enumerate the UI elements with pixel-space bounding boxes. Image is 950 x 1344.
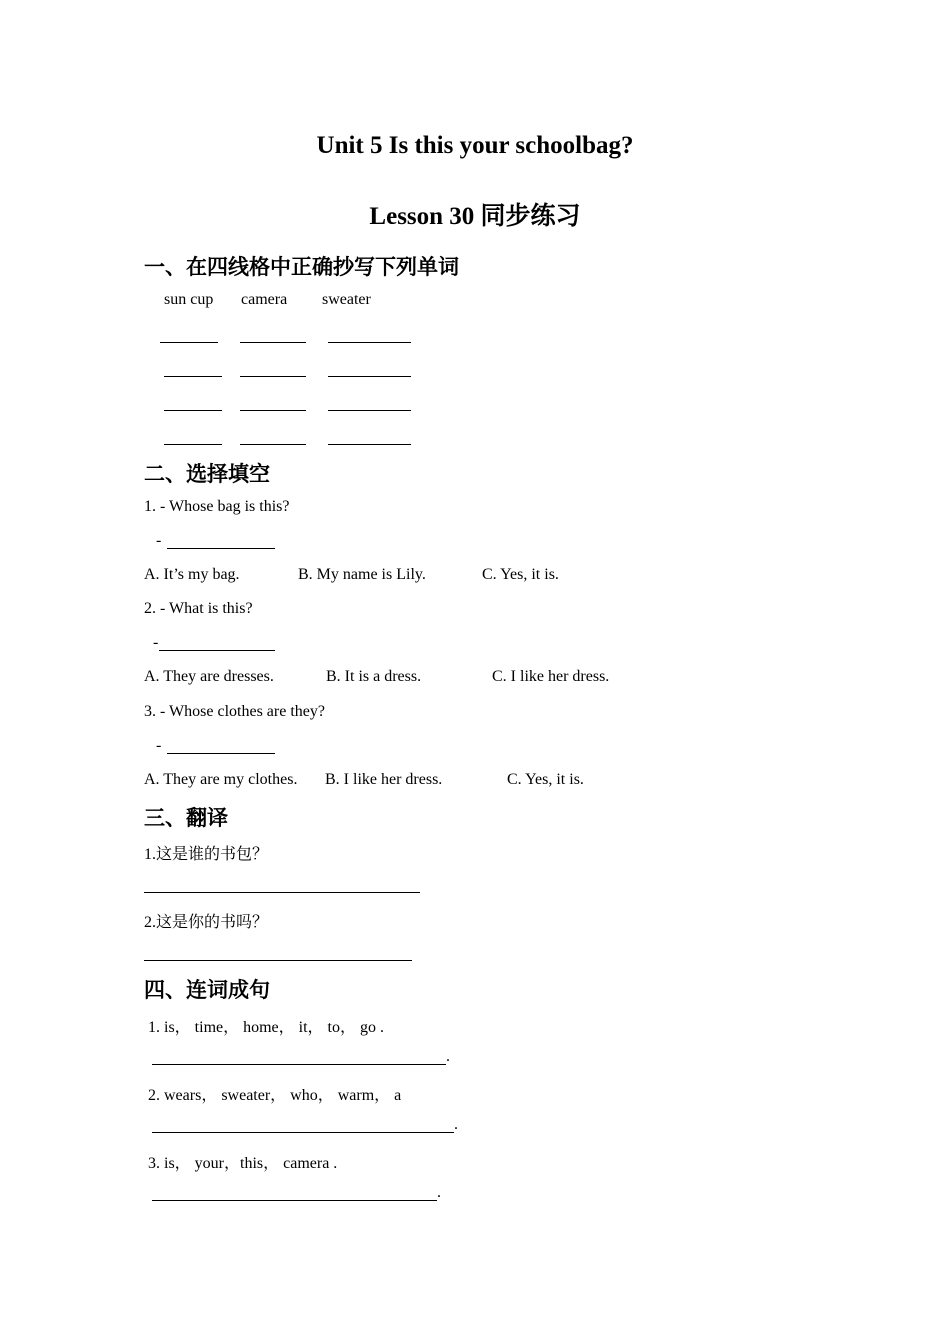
option-b: B. I like her dress. xyxy=(325,771,443,788)
word-order-item: 1. is， time， home， it， to， go . xyxy=(148,1019,384,1036)
section-2-heading: 二、选择填空 xyxy=(144,462,270,486)
option-c: C. I like her dress. xyxy=(492,668,610,685)
page-subtitle: Lesson 30 同步练习 xyxy=(369,203,581,230)
question-2: 2. - What is this? xyxy=(144,600,253,617)
option-a: A. They are dresses. xyxy=(144,668,274,685)
copy-word: sweater xyxy=(322,291,371,308)
writing-line[interactable] xyxy=(164,410,222,411)
writing-line[interactable] xyxy=(160,342,218,343)
answer-dash: - xyxy=(153,634,159,651)
copy-word: camera xyxy=(241,291,288,308)
section-4-heading: 四、连词成句 xyxy=(144,978,270,1002)
copy-word: sun cup xyxy=(164,291,214,308)
answer-dash: - xyxy=(156,532,162,549)
answer-blank[interactable] xyxy=(144,892,420,893)
option-b: B. My name is Lily. xyxy=(298,566,426,583)
translation-item: 2.这是你的书吗？ xyxy=(144,914,269,931)
section-1-heading: 一、在四线格中正确抄写下列单词 xyxy=(144,255,459,279)
writing-line[interactable] xyxy=(240,342,306,343)
option-a: A. They are my clothes. xyxy=(144,771,298,788)
writing-line[interactable] xyxy=(240,410,306,411)
question-1: 1. - Whose bag is this? xyxy=(144,498,290,515)
sentence-end: . xyxy=(454,1116,458,1133)
option-b: B. It is a dress. xyxy=(326,668,422,685)
question-3: 3. - Whose clothes are they? xyxy=(144,703,325,720)
writing-line[interactable] xyxy=(328,444,411,445)
page-title: Unit 5 Is this your schoolbag? xyxy=(316,132,634,159)
translation-item: 1.这是谁的书包？ xyxy=(144,846,269,863)
sentence-end: . xyxy=(437,1184,441,1201)
writing-line[interactable] xyxy=(240,376,306,377)
section-3-heading: 三、翻译 xyxy=(144,806,228,830)
option-a: A. It’s my bag. xyxy=(144,566,240,583)
writing-line[interactable] xyxy=(328,410,411,411)
answer-blank[interactable] xyxy=(152,1200,437,1201)
answer-dash: - xyxy=(156,737,162,754)
option-c: C. Yes, it is. xyxy=(507,771,584,788)
answer-blank[interactable] xyxy=(144,960,412,961)
writing-line[interactable] xyxy=(164,376,222,377)
answer-blank[interactable] xyxy=(159,650,275,651)
writing-line[interactable] xyxy=(240,444,306,445)
word-order-item: 2. wears， sweater， who， warm， a xyxy=(148,1087,402,1104)
writing-line[interactable] xyxy=(328,342,411,343)
sentence-end: . xyxy=(446,1048,450,1065)
writing-line[interactable] xyxy=(328,376,411,377)
answer-blank[interactable] xyxy=(167,548,275,549)
answer-blank[interactable] xyxy=(152,1064,446,1065)
writing-line[interactable] xyxy=(164,444,222,445)
option-c: C. Yes, it is. xyxy=(482,566,559,583)
word-order-item: 3. is， your，this， camera . xyxy=(148,1155,338,1172)
answer-blank[interactable] xyxy=(167,753,275,754)
answer-blank[interactable] xyxy=(152,1132,454,1133)
